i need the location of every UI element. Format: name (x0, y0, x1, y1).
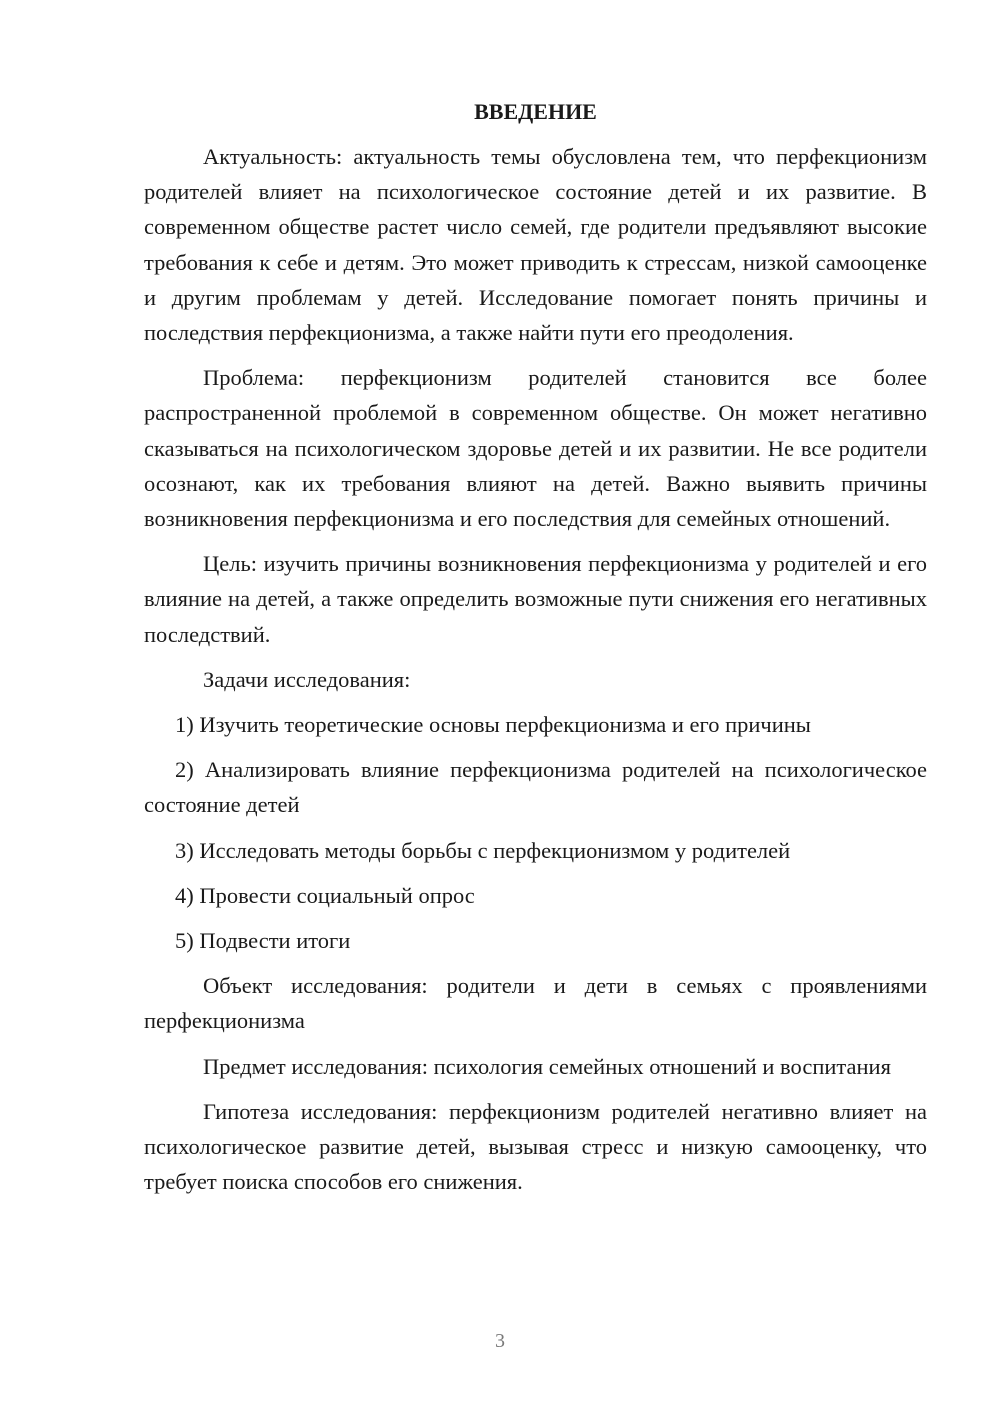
page-title: ВВЕДЕНИЕ (474, 99, 597, 124)
page-number: 3 (495, 1330, 505, 1352)
task-item-2: 2) Анализировать влияние перфекционизма родителей на психологическое состояние детей (144, 757, 927, 818)
page-content (144, 94, 927, 1209)
subject-paragraph: Предмет исследования: психология семейных отношений и воспитания (203, 1053, 891, 1079)
hypothesis-paragraph: Гипотеза исследования: перфекционизм родителей негативно влияет на психологическое развитие детей, вызывая стресс и низкую самооценку, что требует поиска способов его снижения. (144, 1098, 927, 1195)
task-item-4: 4) Провести социальный опрос (175, 882, 475, 908)
task-item-3: 3) Исследовать методы борьбы с перфекционизмом у родителей (175, 837, 791, 863)
object-paragraph: Объект исследования: родители и дети в семьях с проявлениями перфекционизма (144, 973, 927, 1034)
goal-paragraph: Цель: изучить причины возникновения перфекционизма у родителей и его влияние на детей, а также определить возможные пути снижения его негативных последствий. (144, 551, 927, 647)
task-item-1: 1) Изучить теоретические основы перфекционизма и его причины (175, 712, 811, 738)
problem-paragraph: Проблема: перфекционизм родителей становится все более распространенной проблемой в современном обществе. Он может негативно сказываться на психологическом здоровье детей и их развитии. Не все родители осознают, как их требования влияют на детей. Важно выявить причины возникновения перфекционизма и его последствия для семейных отношений. (144, 365, 927, 532)
relevance-paragraph: Актуальность: актуальность темы обусловлена тем, что перфекционизм родителей влияет на психологическое состояние детей и их развитие. В современном обществе растет число семей, где родители предъявляют высокие требования к себе и детям. Это может приводить к стрессам, низкой самооценке и другим проблемам у детей. Исследование помогает понять причины и последствия перфекционизма, а также найти пути его преодоления. (144, 144, 927, 346)
tasks-heading: Задачи исследования: (203, 666, 411, 692)
task-item-5: 5) Подвести итоги (175, 928, 351, 954)
